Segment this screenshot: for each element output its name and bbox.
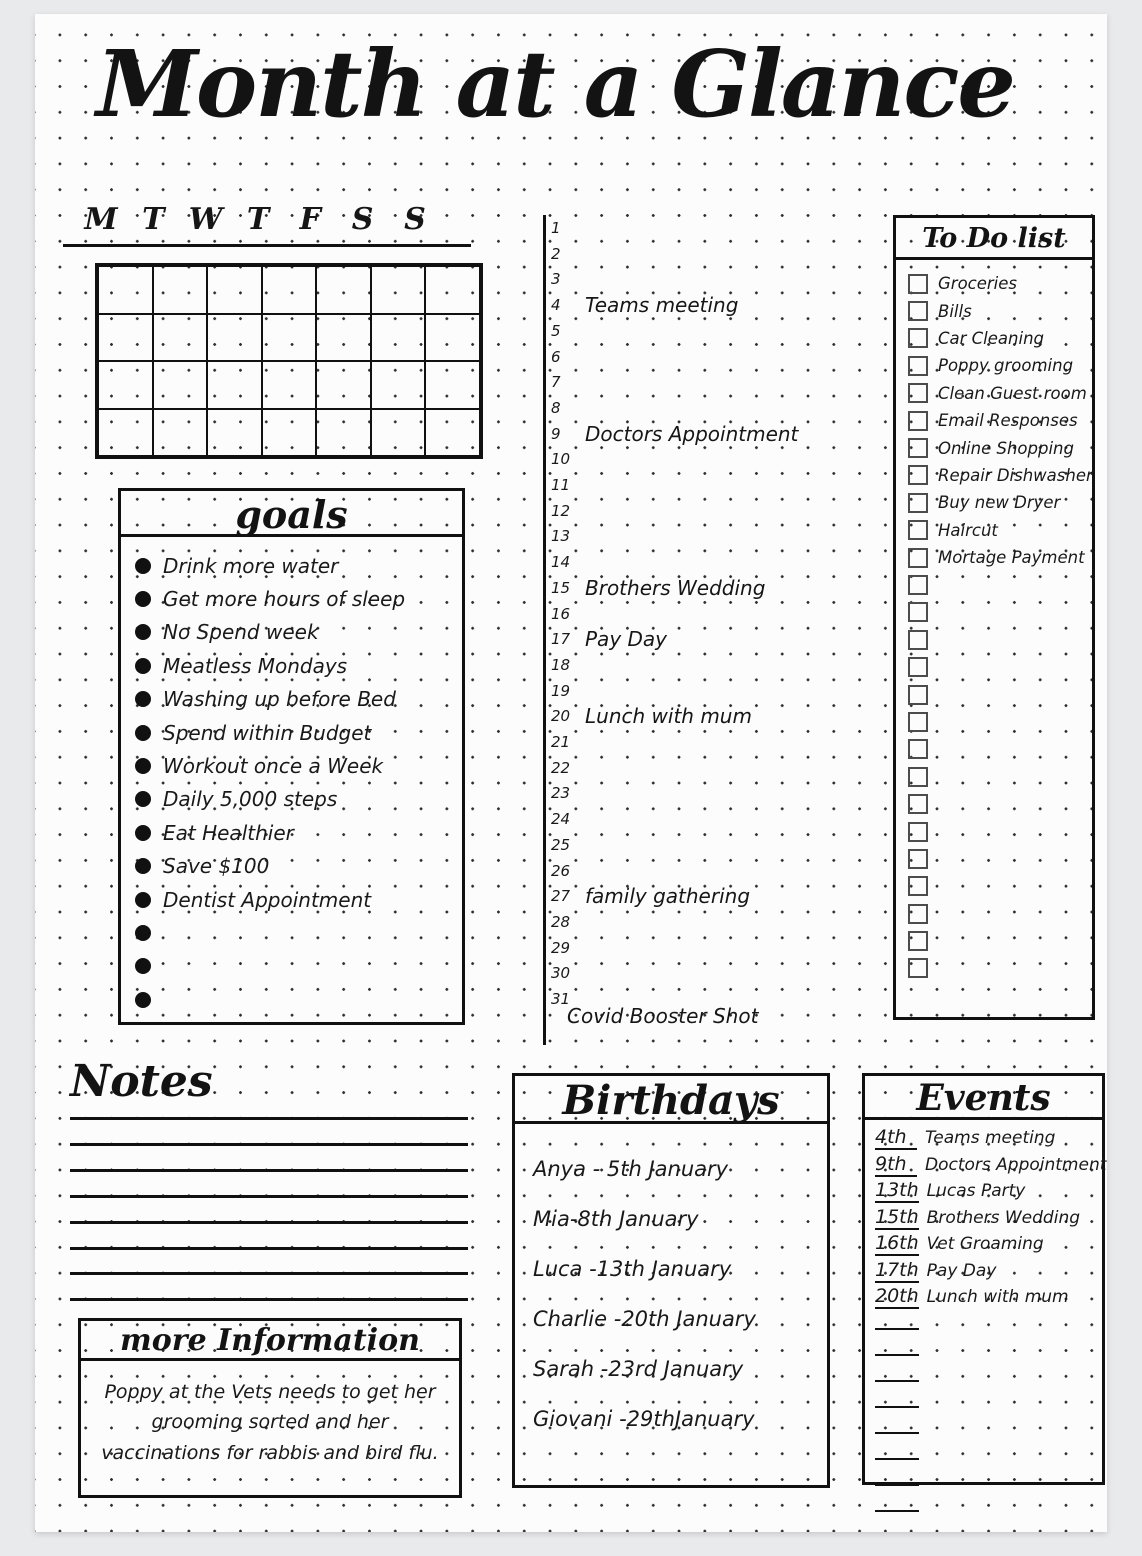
todo-item [908, 380, 1094, 407]
todo-checkbox[interactable] [908, 958, 928, 978]
planner-page [35, 14, 1107, 1532]
todo-item-empty [908, 790, 1094, 817]
bullet-icon [135, 925, 151, 941]
day-number: 21 [551, 733, 571, 751]
bullet-icon [135, 825, 151, 841]
day-row [551, 780, 881, 806]
todo-checkbox[interactable] [908, 739, 928, 759]
event-item-empty [875, 1338, 1105, 1364]
weekday-label: S [404, 202, 426, 237]
goal-label: Get more hours of sleep [163, 587, 406, 612]
birthdays-list [533, 1144, 823, 1444]
calendar-cell[interactable] [371, 361, 426, 409]
goal-item [135, 616, 455, 649]
todo-checkbox[interactable] [908, 849, 928, 869]
todo-checkbox[interactable] [908, 712, 928, 732]
day-row [551, 883, 881, 909]
weekday-label: T [142, 202, 165, 237]
birthday-item: Luca -13th January [533, 1257, 732, 1281]
calendar-cell[interactable] [371, 314, 426, 362]
day-number: 14 [551, 553, 571, 572]
todo-checkbox[interactable] [908, 767, 928, 787]
event-label: Lunch with mum [926, 1287, 1069, 1307]
day-row [551, 292, 881, 318]
day-row [551, 215, 881, 241]
calendar-cell[interactable] [316, 409, 371, 457]
goal-item-empty [135, 983, 455, 1016]
notes-rule-line [70, 1298, 468, 1301]
day-event: Pay Day [585, 627, 668, 652]
todo-checkbox[interactable] [908, 931, 928, 951]
day-number: 8 [551, 398, 561, 417]
day-row [551, 575, 881, 601]
weekday-label: M [84, 202, 118, 237]
day-row [551, 678, 881, 704]
weekday-header-row [83, 202, 433, 237]
notes-rule-line [70, 1272, 468, 1275]
goal-label: No Spend week [163, 620, 319, 645]
more-information-text: Poppy at the Vets needs to get her grooming sorted and her vaccinations for rabbis and bird flu. [101, 1381, 439, 1464]
todo-label: Groceries [938, 274, 1018, 294]
todo-item [908, 462, 1094, 489]
todo-checkbox[interactable] [908, 465, 928, 485]
todo-item [908, 517, 1094, 544]
event-date [875, 1494, 919, 1512]
calendar-cell[interactable] [425, 314, 480, 362]
todo-label: Mortage Payment [938, 548, 1085, 568]
goal-item [135, 749, 455, 782]
calendar-cell[interactable] [262, 266, 317, 314]
calendar-cell[interactable] [262, 409, 317, 457]
event-date: 17th [875, 1258, 919, 1281]
day-number: 17 [551, 630, 571, 649]
calendar-cell[interactable] [207, 409, 262, 457]
todo-item-empty [908, 763, 1094, 790]
day-event: Doctors Appointment [585, 421, 799, 446]
todo-item-empty [908, 955, 1094, 982]
birthdays-section [512, 1073, 830, 1488]
goal-label: Daily 5,000 steps [163, 787, 338, 812]
notes-rule-line [70, 1169, 468, 1172]
todo-item [908, 489, 1094, 516]
day-number: 23 [551, 784, 571, 803]
todo-item [908, 407, 1094, 434]
event-item [875, 1179, 1105, 1206]
weekday-label: S [351, 202, 374, 237]
day-row [551, 549, 881, 575]
todo-checkbox[interactable] [908, 575, 928, 595]
day-row [551, 395, 881, 421]
day-number: 3 [551, 270, 561, 289]
bullet-icon [135, 658, 151, 674]
day-number: 11 [551, 476, 571, 494]
notes-rule-line [70, 1195, 468, 1198]
goal-item [135, 850, 455, 883]
event-label: Doctors Appointment [925, 1154, 1107, 1175]
notes-rule-line [70, 1221, 468, 1224]
day-number: 24 [551, 810, 571, 829]
goal-item [135, 783, 455, 816]
event-date: 20th [875, 1285, 919, 1307]
goals-list [135, 549, 455, 1016]
event-date [875, 1442, 919, 1460]
day-number: 29 [551, 938, 571, 957]
calendar-cell[interactable] [371, 409, 426, 457]
weekday-label: T [246, 202, 270, 237]
todo-checkbox[interactable] [908, 876, 928, 896]
birthday-item: Anya - 5th January [533, 1157, 729, 1181]
day-row [551, 523, 881, 549]
todo-item-empty [908, 900, 1094, 927]
day-number: 26 [551, 861, 571, 880]
todo-label: Buy new Dryer [938, 493, 1061, 513]
day-number: 6 [551, 347, 561, 366]
day-number: 5 [551, 321, 561, 340]
day-number: 15 [551, 578, 571, 597]
bullet-icon [135, 992, 151, 1008]
calendar-cell[interactable] [262, 361, 317, 409]
day-number: 13 [551, 527, 571, 546]
event-item-empty [875, 1494, 1105, 1520]
todo-item-empty [908, 818, 1094, 845]
calendar-cell[interactable] [316, 314, 371, 362]
todo-checkbox[interactable] [908, 383, 928, 403]
goal-label: Workout once a Week [163, 754, 384, 779]
day-row [551, 909, 881, 935]
day-number: 1 [551, 219, 561, 237]
day-number: 30 [551, 964, 571, 983]
goal-item [135, 582, 455, 615]
goals-section [118, 488, 465, 1025]
calendar-grid [95, 263, 483, 459]
day-row [551, 472, 881, 498]
day-event: Covid Booster Shot [567, 1004, 759, 1028]
notes-rule-line [70, 1143, 468, 1146]
todo-item [908, 270, 1094, 297]
weekday-underline [63, 244, 471, 247]
day-row [551, 960, 881, 986]
day-number: 10 [551, 450, 571, 469]
weekday-label: W [188, 202, 223, 237]
goal-label: Save $100 [163, 854, 270, 879]
events-title: Events [865, 1076, 1102, 1120]
todo-item [908, 544, 1094, 571]
event-label: Brothers Wedding [926, 1207, 1081, 1228]
todo-item-empty [908, 736, 1094, 763]
day-row [551, 266, 881, 292]
calendar-cell[interactable] [207, 266, 262, 314]
event-item [875, 1285, 1105, 1312]
event-item [875, 1232, 1105, 1259]
goal-item [135, 683, 455, 716]
todo-item [908, 325, 1094, 352]
calendar-cell[interactable] [98, 409, 153, 457]
day-row [551, 858, 881, 884]
goal-item [135, 883, 455, 916]
event-label: Pay Day [926, 1260, 997, 1281]
goal-item [135, 716, 455, 749]
todo-item-empty [908, 873, 1094, 900]
todo-checkbox[interactable] [908, 822, 928, 842]
month-day-list [543, 215, 888, 1045]
day-row [551, 601, 881, 627]
calendar-cell[interactable] [153, 314, 208, 362]
todo-checkbox[interactable] [908, 657, 928, 677]
page-title: Month at a Glance [96, 30, 1014, 138]
calendar-cell[interactable] [98, 361, 153, 409]
bullet-icon [135, 725, 151, 741]
goal-label: Eat Healthier [163, 820, 294, 845]
birthday-item: Sarah -23rd January [533, 1357, 744, 1381]
day-number: 2 [551, 244, 561, 263]
calendar-cell[interactable] [153, 266, 208, 314]
day-number: 18 [551, 655, 571, 674]
day-row [551, 626, 881, 652]
goal-item-empty [135, 916, 455, 949]
day-event: family gathering [585, 884, 751, 909]
todo-checkbox[interactable] [908, 356, 928, 376]
event-item-empty [875, 1416, 1105, 1442]
todo-label: Bills [938, 301, 972, 321]
todo-label: Online Shopping [938, 438, 1074, 458]
bullet-icon [135, 691, 151, 707]
todo-checkbox[interactable] [908, 520, 928, 540]
notes-title: Notes [70, 1056, 213, 1107]
calendar-cell[interactable] [153, 361, 208, 409]
event-date: 4th [875, 1126, 917, 1150]
todo-item [908, 434, 1094, 461]
day-event: Lunch with mum [585, 704, 752, 729]
todo-item-empty [908, 845, 1094, 872]
goal-item [135, 549, 455, 582]
todo-checkbox[interactable] [908, 274, 928, 294]
day-row [551, 755, 881, 781]
weekday-label: F [299, 202, 321, 237]
events-list [875, 1126, 1105, 1520]
todo-label: Haircut [938, 520, 998, 540]
day-number: 12 [551, 501, 571, 520]
day-row [551, 832, 881, 858]
event-item [875, 1206, 1105, 1233]
todo-item-empty [908, 626, 1094, 653]
notes-rule-line [70, 1117, 468, 1120]
bullet-icon [135, 558, 151, 574]
more-information-section [78, 1318, 462, 1498]
todo-label: Poppy grooming [938, 356, 1074, 376]
todo-checkbox[interactable] [908, 411, 928, 431]
calendar-cell[interactable] [207, 314, 262, 362]
day-number: 4 [551, 296, 561, 315]
goals-title: goals [121, 491, 462, 537]
todo-item-empty [908, 571, 1094, 598]
day-number: 25 [551, 835, 571, 854]
todo-checkbox[interactable] [908, 630, 928, 650]
goal-item [135, 816, 455, 849]
calendar-cell[interactable] [207, 361, 262, 409]
goal-item-empty [135, 950, 455, 983]
calendar-cell[interactable] [425, 361, 480, 409]
event-item-empty [875, 1442, 1105, 1468]
todo-checkbox[interactable] [908, 493, 928, 513]
day-row [551, 986, 881, 1028]
day-row [551, 421, 881, 447]
event-date [875, 1364, 919, 1382]
event-item [875, 1153, 1105, 1180]
event-date [875, 1416, 919, 1434]
notes-rule-line [70, 1247, 468, 1250]
calendar-cell[interactable] [262, 314, 317, 362]
bullet-icon [135, 892, 151, 908]
day-number: 20 [551, 707, 571, 726]
day-row [551, 498, 881, 524]
day-number: 27 [551, 887, 571, 906]
event-label: Lucas Party [926, 1181, 1026, 1201]
todo-item-empty [908, 599, 1094, 626]
bullet-icon [135, 958, 151, 974]
more-information-title: more Information [81, 1321, 459, 1361]
day-row [551, 344, 881, 370]
day-row [551, 241, 881, 267]
day-number: 7 [551, 373, 561, 392]
events-section [862, 1073, 1105, 1485]
event-item-empty [875, 1364, 1105, 1390]
goal-label: Drink more water [163, 553, 339, 578]
event-item-empty [875, 1390, 1105, 1416]
bullet-icon [135, 758, 151, 774]
goal-label: Meatless Mondays [163, 653, 348, 678]
todo-item [908, 352, 1094, 379]
event-date: 9th [875, 1153, 917, 1177]
todo-item-empty [908, 927, 1094, 954]
todo-checkbox[interactable] [908, 301, 928, 321]
day-row [551, 729, 881, 755]
todo-checkbox[interactable] [908, 794, 928, 814]
todo-item-empty [908, 708, 1094, 735]
day-row [551, 369, 881, 395]
day-number: 22 [551, 758, 571, 777]
todo-item-empty [908, 681, 1094, 708]
todo-checkbox[interactable] [908, 548, 928, 568]
event-date: 15th [875, 1205, 919, 1228]
birthday-item: Charlie -20th January [533, 1307, 756, 1331]
day-row [551, 446, 881, 472]
todo-title: To Do list [896, 218, 1092, 260]
todo-item [908, 297, 1094, 324]
goal-item [135, 649, 455, 682]
event-date: 16th [875, 1232, 919, 1254]
event-item [875, 1126, 1105, 1153]
birthday-item: Giovani -29thJanuary [533, 1407, 755, 1431]
todo-section [893, 215, 1095, 1020]
event-date [875, 1312, 919, 1330]
todo-checkbox[interactable] [908, 904, 928, 924]
todo-label: Email Responses [938, 411, 1078, 431]
day-row [551, 318, 881, 344]
day-number: 31 [551, 990, 571, 1008]
day-number: 28 [551, 912, 571, 931]
calendar-cell[interactable] [98, 266, 153, 314]
day-number: 9 [551, 424, 561, 443]
calendar-cell[interactable] [371, 266, 426, 314]
day-number: 19 [551, 681, 571, 700]
todo-checkbox[interactable] [908, 438, 928, 458]
bullet-icon [135, 624, 151, 640]
calendar-cell[interactable] [425, 266, 480, 314]
calendar-cell[interactable] [316, 361, 371, 409]
event-date [875, 1468, 919, 1486]
event-date [875, 1390, 919, 1408]
todo-label: Repair Dishwasher [938, 465, 1093, 485]
todo-label: Clean Guest room [938, 383, 1087, 403]
event-item-empty [875, 1468, 1105, 1494]
event-date [875, 1338, 919, 1356]
goal-label: Dentist Appointment [163, 887, 372, 912]
bullet-icon [135, 591, 151, 607]
day-row [551, 935, 881, 961]
calendar-cell[interactable] [98, 314, 153, 362]
event-item [875, 1259, 1105, 1286]
birthdays-title: Birthdays [515, 1076, 827, 1124]
bullet-icon [135, 858, 151, 874]
calendar-cell[interactable] [316, 266, 371, 314]
todo-checkbox[interactable] [908, 685, 928, 705]
day-row [551, 652, 881, 678]
day-event: Brothers Wedding [585, 575, 766, 600]
day-row [551, 703, 881, 729]
goal-label: Washing up before Bed [163, 687, 396, 712]
event-date: 13th [875, 1179, 919, 1201]
event-label: Vet Groaming [926, 1234, 1044, 1254]
event-item-empty [875, 1312, 1105, 1338]
goal-label: Spend within Budget [163, 720, 372, 745]
calendar-cell[interactable] [153, 409, 208, 457]
birthday-item: Mia-8th January [533, 1207, 699, 1231]
day-row [551, 806, 881, 832]
todo-checkbox[interactable] [908, 602, 928, 622]
day-number: 16 [551, 604, 571, 623]
todo-checkbox[interactable] [908, 328, 928, 348]
todo-item-empty [908, 653, 1094, 680]
day-event: Teams meeting [585, 293, 739, 318]
event-label: Teams meeting [925, 1128, 1056, 1148]
calendar-cell[interactable] [425, 409, 480, 457]
todo-label: Car Cleaning [938, 328, 1045, 348]
bullet-icon [135, 791, 151, 807]
todo-list [908, 270, 1094, 982]
